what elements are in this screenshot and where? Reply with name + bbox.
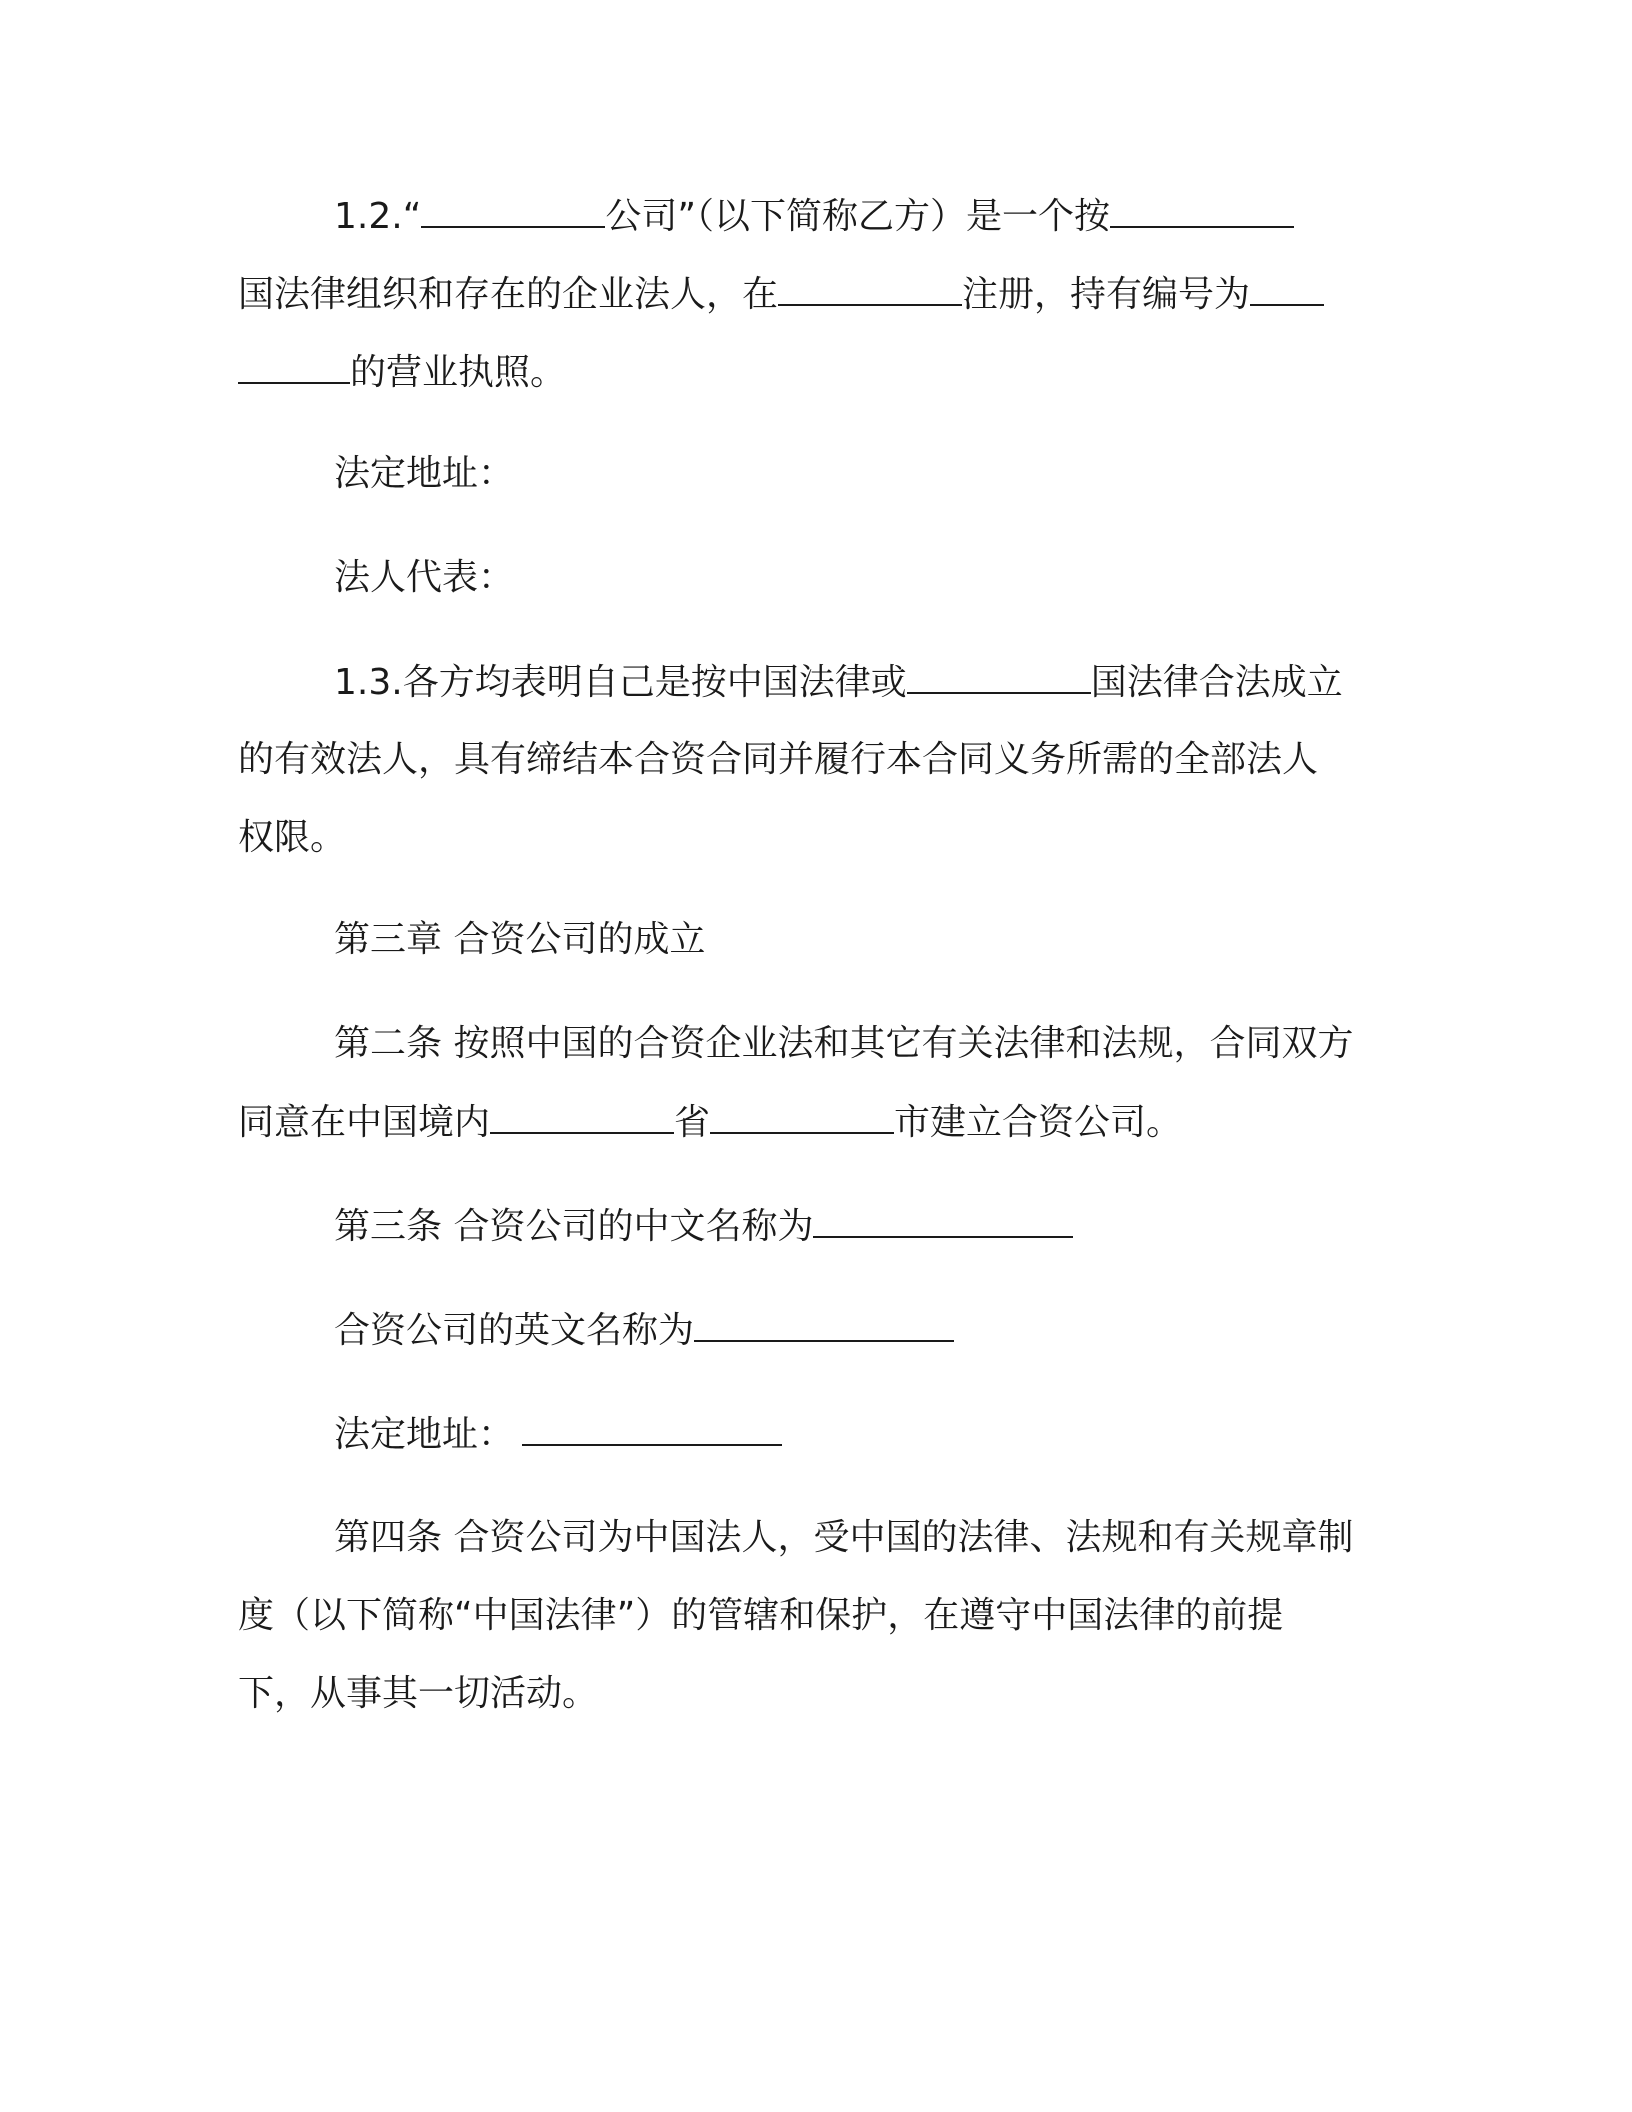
article-3-text: 法定地址： [334,1414,515,1455]
legal-address-label: 法定地址： [334,453,515,494]
para-1-2-text: 注册，持有编号为 [962,274,1251,315]
article-3-text: 合资公司的英文名称为 [334,1310,695,1351]
legal-rep-label: 法人代表： [334,557,515,598]
article-4-line-3: 下，从事其一切活动。 [238,1673,599,1714]
para-1-3-line-3: 权限。 [238,817,347,858]
article-3-line-1 [334,1204,1073,1248]
para-1-2-text: 国法律组织和存在的企业法人，在 [238,274,779,315]
country-blank[interactable] [1110,194,1294,228]
para-1-2-text: 公司”（以下简称乙方）是一个按 [605,196,1111,237]
para-1-3-line-1 [334,660,1343,704]
foreign-country-blank[interactable] [907,660,1091,694]
para-1-3-text: 国法律合法成立 [1090,662,1343,703]
chapter-3-heading: 第三章 合资公司的成立 [334,919,706,960]
license-number-blank[interactable] [1250,272,1324,306]
article-2-line-1: 第二条 按照中国的合资企业法和其它有关法律和法规，合同双方 [334,1023,1354,1064]
article-3-line-2 [334,1308,954,1352]
english-name-blank[interactable] [694,1308,954,1342]
license-number-blank-cont[interactable] [238,350,350,384]
article-3-line-3 [334,1412,782,1456]
city-blank[interactable] [710,1100,894,1134]
article-2-text: 同意在中国境内 [238,1102,491,1143]
article-4-line-2: 度（以下简称“中国法律”）的管辖和保护，在遵守中国法律的前提 [238,1595,1284,1636]
para-1-2-line-1 [334,194,1294,238]
para-1-2-text: 的营业执照。 [350,352,567,393]
para-1-3-text: 1.3.各方均表明自己是按中国法律或 [334,662,907,703]
article-2-text: 省 [674,1102,711,1143]
article-3-text: 第三条 合资公司的中文名称为 [334,1206,814,1247]
registration-place-blank[interactable] [778,272,962,306]
article-2-text: 市建立合资公司。 [894,1102,1183,1143]
province-blank[interactable] [490,1100,674,1134]
legal-address-blank[interactable] [522,1412,782,1446]
para-1-2-line-2 [238,272,1324,316]
para-1-2-line-3 [238,350,566,394]
company-name-blank[interactable] [421,194,605,228]
chinese-name-blank[interactable] [813,1204,1073,1238]
para-1-2-text: 1.2.“ [334,196,422,237]
article-4-line-1: 第四条 合资公司为中国法人，受中国的法律、法规和有关规章制 [334,1517,1354,1558]
article-2-line-2 [238,1100,1182,1144]
para-1-3-line-2: 的有效法人，具有缔结本合资合同并履行本合同义务所需的全部法人 [238,739,1319,780]
